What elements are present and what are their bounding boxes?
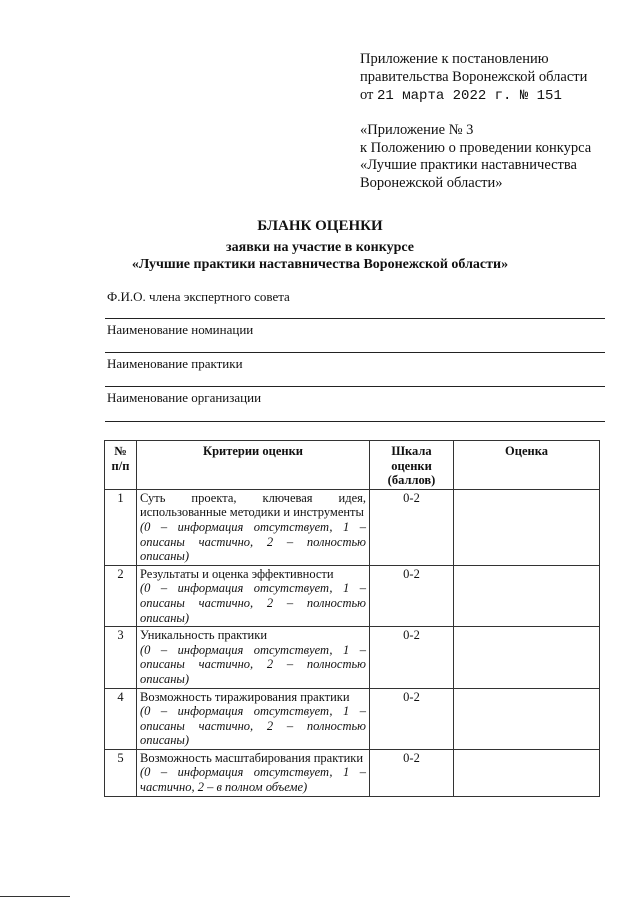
annex-line-4: Воронежской области» <box>360 174 503 191</box>
row-num: 2 <box>105 565 137 626</box>
table-header-row <box>105 441 600 490</box>
footnote-divider <box>0 896 70 897</box>
table-row <box>105 688 600 749</box>
form-title: БЛАНК ОЦЕНКИ <box>257 218 383 234</box>
row-criteria <box>137 489 370 565</box>
row-score-cell[interactable] <box>454 627 600 688</box>
appendix-line-3 <box>360 86 587 105</box>
row-score-cell[interactable] <box>454 749 600 796</box>
row-scale: 0-2 <box>370 749 454 796</box>
row-num: 4 <box>105 688 137 749</box>
annex-line-2: к Положению о проведении конкурса <box>360 139 592 156</box>
annex-line-1: «Приложение № 3 <box>360 122 474 138</box>
criteria-title: Возможность тиражирования практики <box>140 689 350 704</box>
criteria-note: (0 – информация отсутствует, 1 – описаны частично, 2 – полностью описаны) <box>140 581 366 625</box>
appendix-header <box>360 50 587 105</box>
appendix-date-stamp: 21 марта 2022 г. № 151 <box>377 88 562 104</box>
row-criteria <box>137 749 370 796</box>
row-scale: 0-2 <box>370 565 454 626</box>
table-row <box>105 749 600 796</box>
table-row <box>105 627 600 688</box>
table-row <box>105 565 600 626</box>
row-score-cell[interactable] <box>454 489 600 565</box>
field-line-expert-name[interactable] <box>105 318 605 319</box>
annex-line-3: «Лучшие практики наставничества <box>360 157 577 173</box>
criteria-title: Суть проекта, ключевая идея, использованные методики и инструменты <box>140 490 366 520</box>
form-subtitle-2: «Лучшие практики наставничества Воронежской области» <box>131 257 509 272</box>
row-criteria <box>137 627 370 688</box>
field-label-organization: Наименование организации <box>107 390 262 405</box>
row-num: 5 <box>105 749 137 796</box>
field-line-nomination[interactable] <box>105 352 605 353</box>
row-criteria <box>137 688 370 749</box>
row-scale: 0-2 <box>370 688 454 749</box>
table-row <box>105 489 600 565</box>
header-criteria: Критерии оценки <box>137 441 370 490</box>
criteria-title: Уникальность практики <box>140 628 268 643</box>
field-label-expert-name: Ф.И.О. члена экспертного совета <box>107 289 290 304</box>
field-line-practice[interactable] <box>105 386 605 387</box>
row-num: 1 <box>105 489 137 565</box>
row-criteria <box>137 565 370 626</box>
header-num: № п/п <box>105 441 137 490</box>
field-line-organization[interactable] <box>105 421 605 422</box>
field-label-practice: Наименование практики <box>107 356 243 371</box>
appendix-line-2: правительства Воронежской области <box>360 69 588 85</box>
header-scale: Шкала оценки (баллов) <box>370 441 454 490</box>
criteria-note: (0 – информация отсутствует, 1 – описаны частично, 2 – полностью описаны) <box>140 642 366 686</box>
form-subtitle-1: заявки на участие в конкурсе <box>226 240 414 255</box>
header-score: Оценка <box>454 441 600 490</box>
criteria-note: (0 – информация отсутствует, 1 – частично, 2 – в полном объеме) <box>140 765 366 795</box>
criteria-note: (0 – информация отсутствует, 1 – описаны частично, 2 – полностью описаны) <box>140 704 366 748</box>
row-score-cell[interactable] <box>454 688 600 749</box>
row-scale: 0-2 <box>370 489 454 565</box>
criteria-title: Возможность масштабирования практики <box>140 750 364 765</box>
evaluation-table <box>104 440 600 797</box>
row-scale: 0-2 <box>370 627 454 688</box>
row-num: 3 <box>105 627 137 688</box>
appendix-date-prefix: от <box>360 87 378 103</box>
criteria-note: (0 – информация отсутствует, 1 – описаны частично, 2 – полностью описаны) <box>140 519 366 564</box>
criteria-title: Результаты и оценка эффективности <box>140 566 334 581</box>
field-label-nomination: Наименование номинации <box>107 322 254 337</box>
annex-header <box>360 122 591 192</box>
appendix-line-1: Приложение к постановлению <box>360 51 549 67</box>
row-score-cell[interactable] <box>454 565 600 626</box>
